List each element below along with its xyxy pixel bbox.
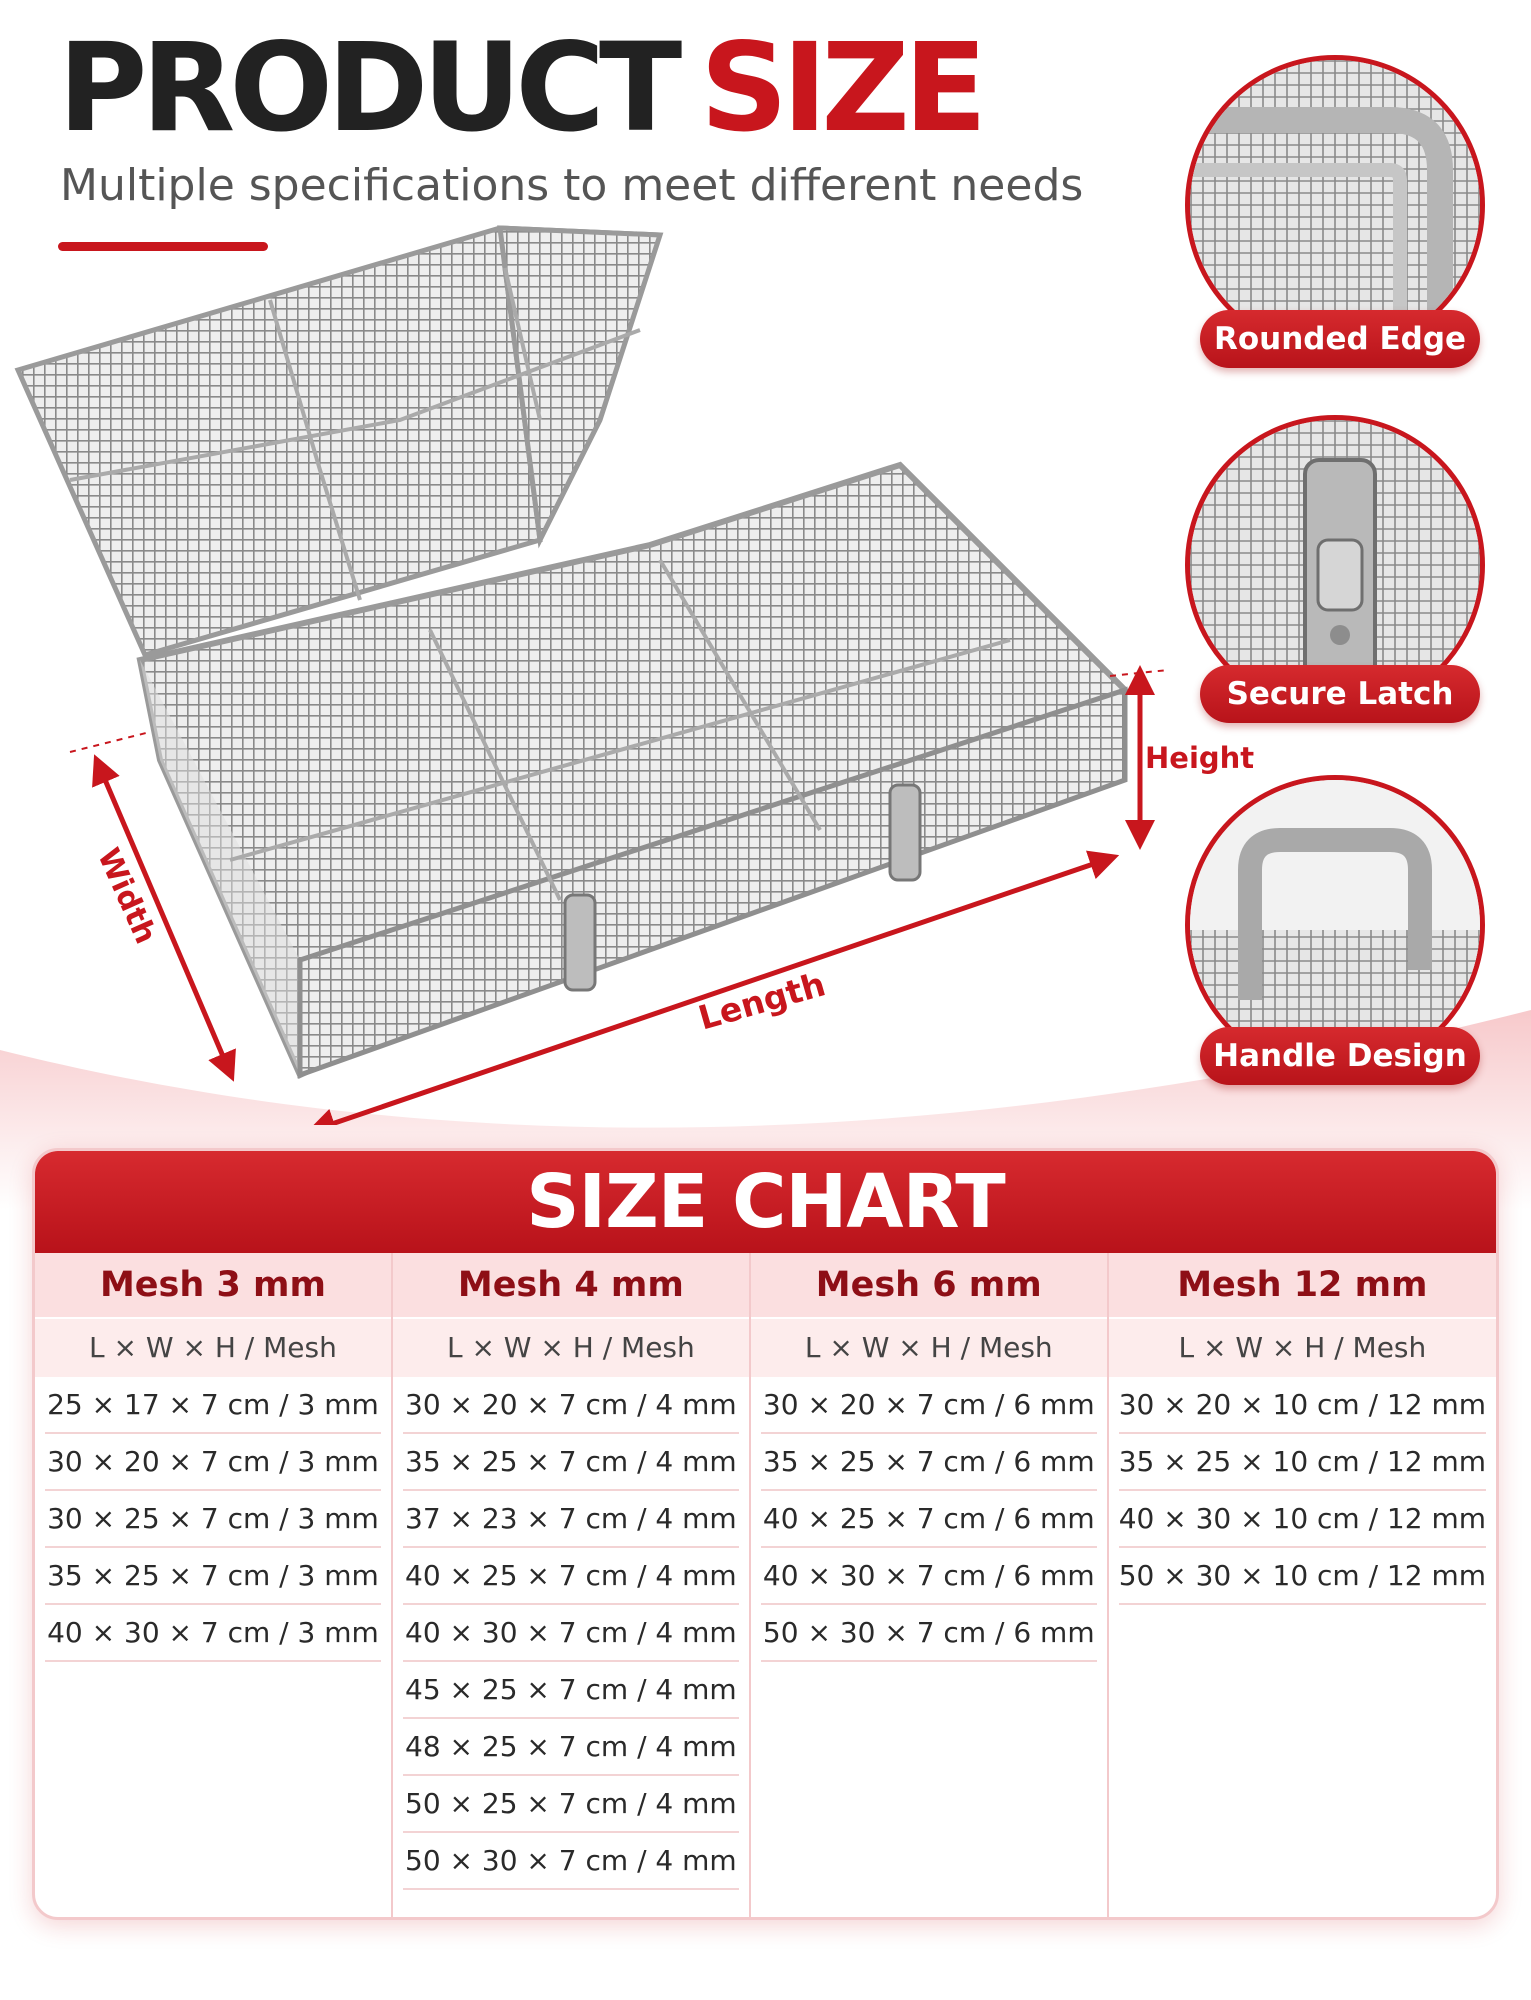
feature-label-handle-design: Handle Design xyxy=(1200,1027,1480,1085)
size-chart-columns xyxy=(35,1253,1496,1917)
title-red-word: SIZE xyxy=(700,17,982,159)
size-cell: 30 × 20 × 10 cm / 12 mm xyxy=(1119,1377,1486,1434)
size-column-subheader: L × W × H / Mesh xyxy=(751,1319,1107,1377)
size-column xyxy=(1109,1253,1496,1917)
size-column xyxy=(35,1253,393,1917)
size-cell: 30 × 20 × 7 cm / 6 mm xyxy=(761,1377,1097,1434)
size-cell: 30 × 25 × 7 cm / 3 mm xyxy=(45,1491,381,1548)
size-cell: 50 × 30 × 7 cm / 4 mm xyxy=(403,1833,739,1890)
size-cell: 30 × 20 × 7 cm / 4 mm xyxy=(403,1377,739,1434)
size-cell: 50 × 25 × 7 cm / 4 mm xyxy=(403,1776,739,1833)
size-column-subheader: L × W × H / Mesh xyxy=(393,1319,749,1377)
page-title xyxy=(58,18,981,158)
size-cell: 35 × 25 × 7 cm / 3 mm xyxy=(45,1548,381,1605)
size-column-title: Mesh 6 mm xyxy=(751,1253,1107,1319)
size-column xyxy=(393,1253,751,1917)
page-subtitle: Multiple specifications to meet different needs xyxy=(60,160,1084,211)
size-chart-title: SIZE CHART xyxy=(526,1159,1005,1245)
size-cell: 45 × 25 × 7 cm / 4 mm xyxy=(403,1662,739,1719)
height-label: Height xyxy=(1145,741,1255,775)
size-chart-header xyxy=(35,1151,1496,1253)
size-cell: 40 × 30 × 7 cm / 6 mm xyxy=(761,1548,1097,1605)
feature-handle-design xyxy=(1185,775,1495,1075)
feature-label-secure-latch: Secure Latch xyxy=(1200,665,1480,723)
width-label: Width xyxy=(90,843,164,950)
size-cell: 35 × 25 × 7 cm / 6 mm xyxy=(761,1434,1097,1491)
size-cell: 48 × 25 × 7 cm / 4 mm xyxy=(403,1719,739,1776)
title-dark-word: PRODUCT xyxy=(58,17,677,159)
size-column-title: Mesh 3 mm xyxy=(35,1253,391,1319)
size-cell: 40 × 30 × 10 cm / 12 mm xyxy=(1119,1491,1486,1548)
size-cell: 40 × 30 × 7 cm / 3 mm xyxy=(45,1605,381,1662)
size-cell: 50 × 30 × 7 cm / 6 mm xyxy=(761,1605,1097,1662)
size-cell: 30 × 20 × 7 cm / 3 mm xyxy=(45,1434,381,1491)
size-column-title: Mesh 12 mm xyxy=(1109,1253,1496,1319)
size-column-subheader: L × W × H / Mesh xyxy=(35,1319,391,1377)
size-cell: 37 × 23 × 7 cm / 4 mm xyxy=(403,1491,739,1548)
size-cell: 35 × 25 × 7 cm / 4 mm xyxy=(403,1434,739,1491)
feature-secure-latch xyxy=(1185,415,1495,715)
feature-label-rounded-edge: Rounded Edge xyxy=(1200,310,1480,368)
size-cell: 40 × 30 × 7 cm / 4 mm xyxy=(403,1605,739,1662)
size-cell: 25 × 17 × 7 cm / 3 mm xyxy=(45,1377,381,1434)
size-column xyxy=(751,1253,1109,1917)
size-column-subheader: L × W × H / Mesh xyxy=(1109,1319,1496,1377)
length-label: Length xyxy=(694,964,830,1038)
size-chart-panel xyxy=(32,1148,1499,1920)
size-cell: 50 × 30 × 10 cm / 12 mm xyxy=(1119,1548,1486,1605)
size-cell: 35 × 25 × 10 cm / 12 mm xyxy=(1119,1434,1486,1491)
size-cell: 40 × 25 × 7 cm / 6 mm xyxy=(761,1491,1097,1548)
size-cell: 40 × 25 × 7 cm / 4 mm xyxy=(403,1548,739,1605)
feature-rounded-edge xyxy=(1185,55,1495,355)
size-column-title: Mesh 4 mm xyxy=(393,1253,749,1319)
